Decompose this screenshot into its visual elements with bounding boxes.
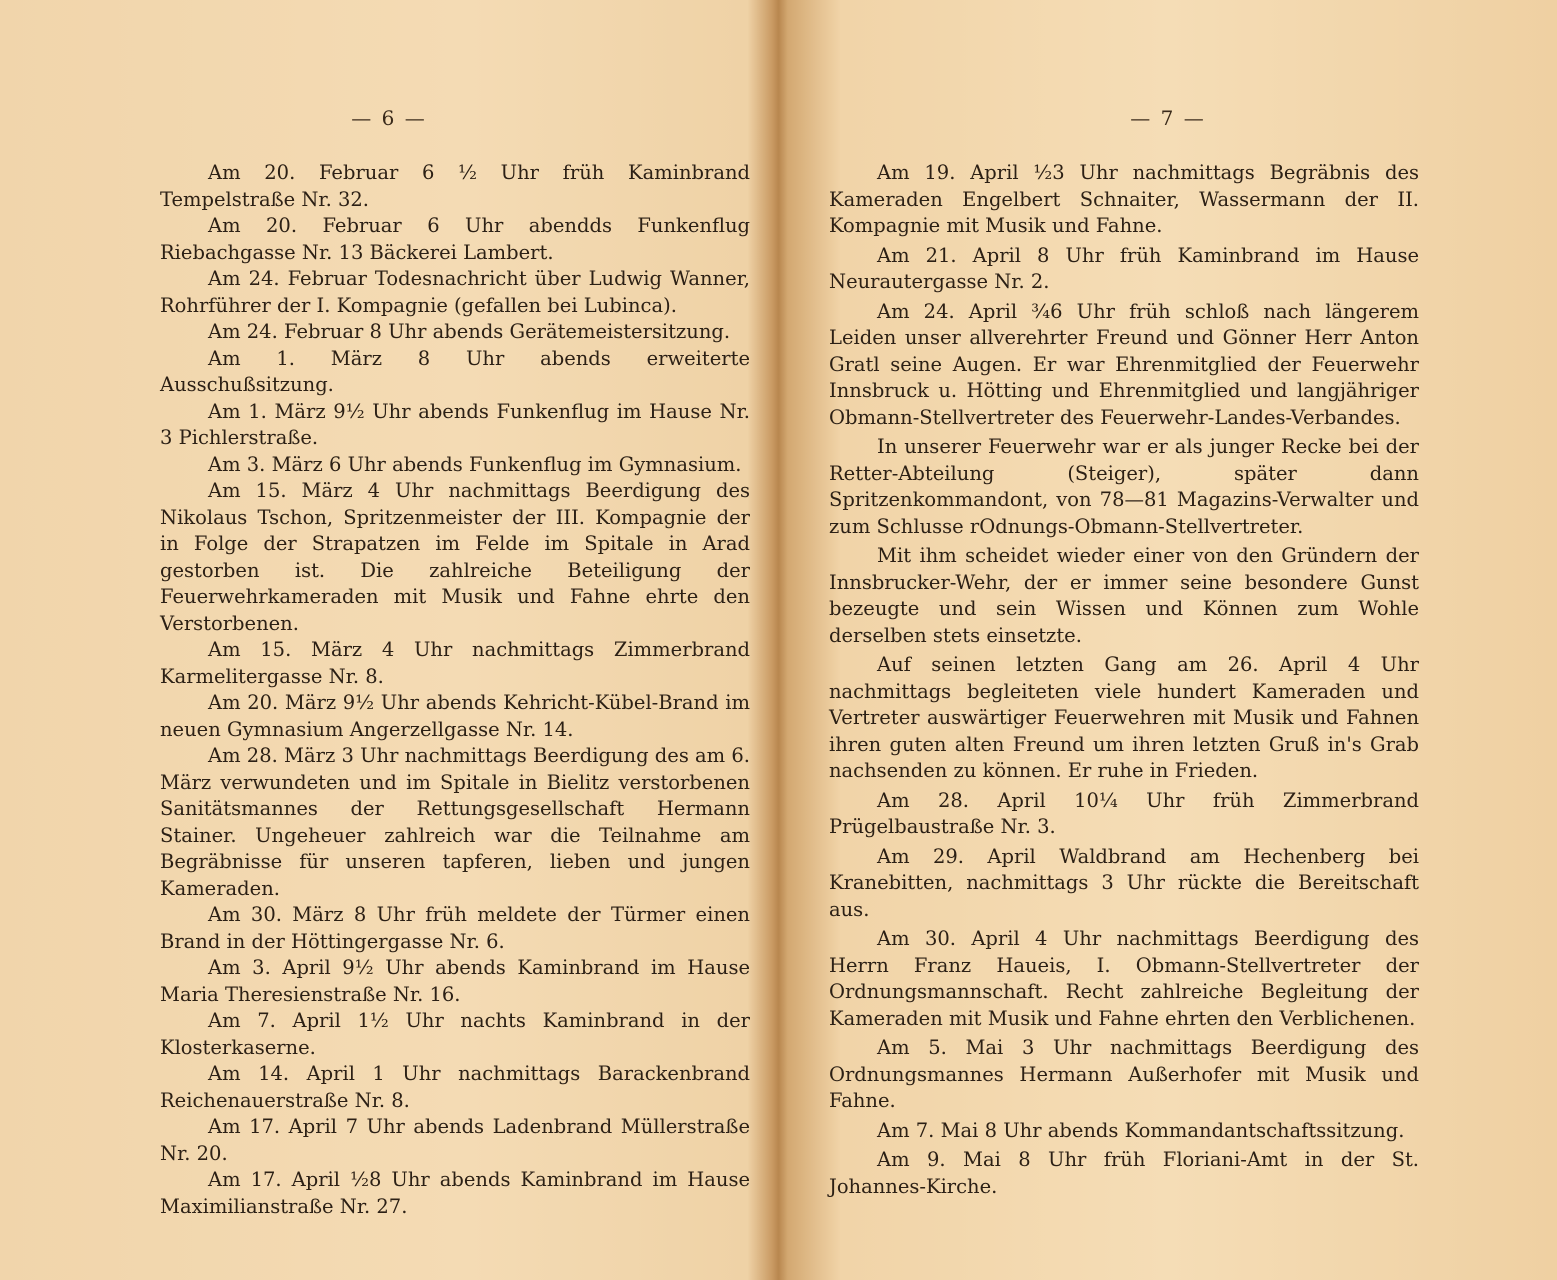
page-number: — 7 — bbox=[1130, 106, 1206, 130]
paragraph: In unserer Feuerwehr war er als junger Recke bei der Retter-Abteilung (Steiger), später dann Spritzenkommandont, von 78—81 Magazins-Verwalter und zum Schlusse rOdnungs-Obmann-Stellvertreter. bbox=[829, 435, 1419, 538]
paragraph: Am 5. Mai 3 Uhr nachmittags Beerdigung des Ordnungsmannes Hermann Außerhofer mit Musik und Fahne. bbox=[829, 1036, 1419, 1112]
paragraph: Am 24. Februar 8 Uhr abends Gerätemeistersitzung. bbox=[208, 320, 731, 343]
paragraph: Am 14. April 1 Uhr nachmittags Barackenbrand Reichenauerstraße Nr. 8. bbox=[160, 1062, 750, 1112]
left-page bbox=[0, 0, 778, 1280]
page-text bbox=[160, 160, 750, 1220]
paragraph: Am 15. März 4 Uhr nachmittags Beerdigung des Nikolaus Tschon, Spritzenmeister der III. Kompagnie der in Folge der Strapatzen im Felde im Spitale in Arad gestorben ist. Die zahlreiche Beteiligung der Feuerwehrkameraden mit Musik und Fahne ehrte den Verstorbenen. bbox=[160, 479, 750, 635]
page-number: — 6 — bbox=[351, 106, 427, 130]
paragraph: Am 21. April 8 Uhr früh Kaminbrand im Hause Neurautergasse Nr. 2. bbox=[829, 243, 1419, 293]
paragraph: Am 1. März 9½ Uhr abends Funkenflug im Hause Nr. 3 Pichlerstraße. bbox=[160, 399, 750, 449]
page-text bbox=[829, 160, 1419, 1200]
paragraph: Auf seinen letzten Gang am 26. April 4 Uhr nachmittags begleiteten viele hundert Kameraden und Vertreter auswärtiger Feuerwehren mit Musik und Fahnen ihren guten alten Freund um ihren letzten Gruß in's Grab nachsenden zu können. Er ruhe in Frieden. bbox=[829, 653, 1419, 782]
paragraph: Am 30. April 4 Uhr nachmittags Beerdigung des Herrn Franz Haueis, I. Obmann-Stellvertreter der Ordnungsmannschaft. Recht zahlreiche Begleitung der Kameraden mit Musik und Fahne ehrten den Verblichenen. bbox=[829, 927, 1419, 1030]
paragraph: Am 29. April Waldbrand am Hechenberg bei Kranebitten, nachmittags 3 Uhr rückte die Bereitschaft aus. bbox=[829, 844, 1419, 921]
paragraph: Am 30. März 8 Uhr früh meldete der Türmer einen Brand in der Höttingergasse Nr. 6. bbox=[160, 903, 750, 953]
paragraph: Am 20. Februar 6 ½ Uhr früh Kaminbrand Tempelstraße Nr. 32. bbox=[160, 161, 750, 211]
paragraph: Am 9. Mai 8 Uhr früh Floriani-Amt in der St. Johannes-Kirche. bbox=[829, 1148, 1419, 1198]
right-page bbox=[779, 0, 1557, 1280]
paragraph: Am 24. Februar Todesnachricht über Ludwig Wanner, Rohrführer der I. Kompagnie (gefallen bei Lubinca). bbox=[160, 267, 750, 317]
paragraph: Am 7. April 1½ Uhr nachts Kaminbrand in der Klosterkaserne. bbox=[160, 1009, 750, 1059]
paragraph: Am 20. März 9½ Uhr abends Kehricht-Kübel-Brand im neuen Gymnasium Angerzellgasse Nr. 14. bbox=[160, 691, 750, 741]
paragraph: Am 3. April 9½ Uhr abends Kaminbrand im Hause Maria Theresienstraße Nr. 16. bbox=[160, 956, 750, 1006]
paragraph: Am 24. April ¾6 Uhr früh schloß nach längerem Leiden unser allverehrter Freund und Gönner Herr Anton Gratl seine Augen. Er war Ehrenmitglied der Feuerwehr Innsbruck u. Hötting und Ehrenmitglied und langjähriger Obmann-Stellvertreter des Feuerwehr-Landes-Verbandes. bbox=[829, 299, 1419, 429]
paragraph: Am 17. April ½8 Uhr abends Kaminbrand im Hause Maximilianstraße Nr. 27. bbox=[160, 1168, 750, 1218]
paragraph: Am 15. März 4 Uhr nachmittags Zimmerbrand Karmelitergasse Nr. 8. bbox=[160, 638, 750, 688]
paragraph: Am 7. Mai 8 Uhr abends Kommandantschaftssitzung. bbox=[877, 1118, 1405, 1142]
paragraph: Am 20. Februar 6 Uhr abendds Funkenflug Riebachgasse Nr. 13 Bäckerei Lambert. bbox=[160, 214, 750, 264]
paragraph: Am 19. April ½3 Uhr nachmittags Begräbnis des Kameraden Engelbert Schnaiter, Wassermann der II. Kompagnie mit Musik und Fahne. bbox=[829, 161, 1419, 237]
paragraph: Am 1. März 8 Uhr abends erweiterte Ausschußsitzung. bbox=[160, 346, 750, 396]
paragraph: Am 28. März 3 Uhr nachmittags Beerdigung des am 6. März verwundeten und im Spitale in Bielitz verstorbenen Sanitätsmannes der Rettungsgesellschaft Hermann Stainer. Ungeheuer zahlreich war die Teilnahme am Begräbnisse für unseren tapferen, lieben und jungen Kameraden. bbox=[160, 744, 750, 900]
paragraph: Am 28. April 10¼ Uhr früh Zimmerbrand Prügelbaustraße Nr. 3. bbox=[829, 788, 1419, 838]
paragraph: Mit ihm scheidet wieder einer von den Gründern der Innsbrucker-Wehr, der er immer seine besondere Gunst bezeugte und sein Wissen und Können zum Wohle derselben stets einsetzte. bbox=[829, 544, 1419, 647]
paragraph: Am 17. April 7 Uhr abends Ladenbrand Müllerstraße Nr. 20. bbox=[160, 1115, 750, 1165]
paragraph: Am 3. März 6 Uhr abends Funkenflug im Gymnasium. bbox=[208, 452, 742, 476]
